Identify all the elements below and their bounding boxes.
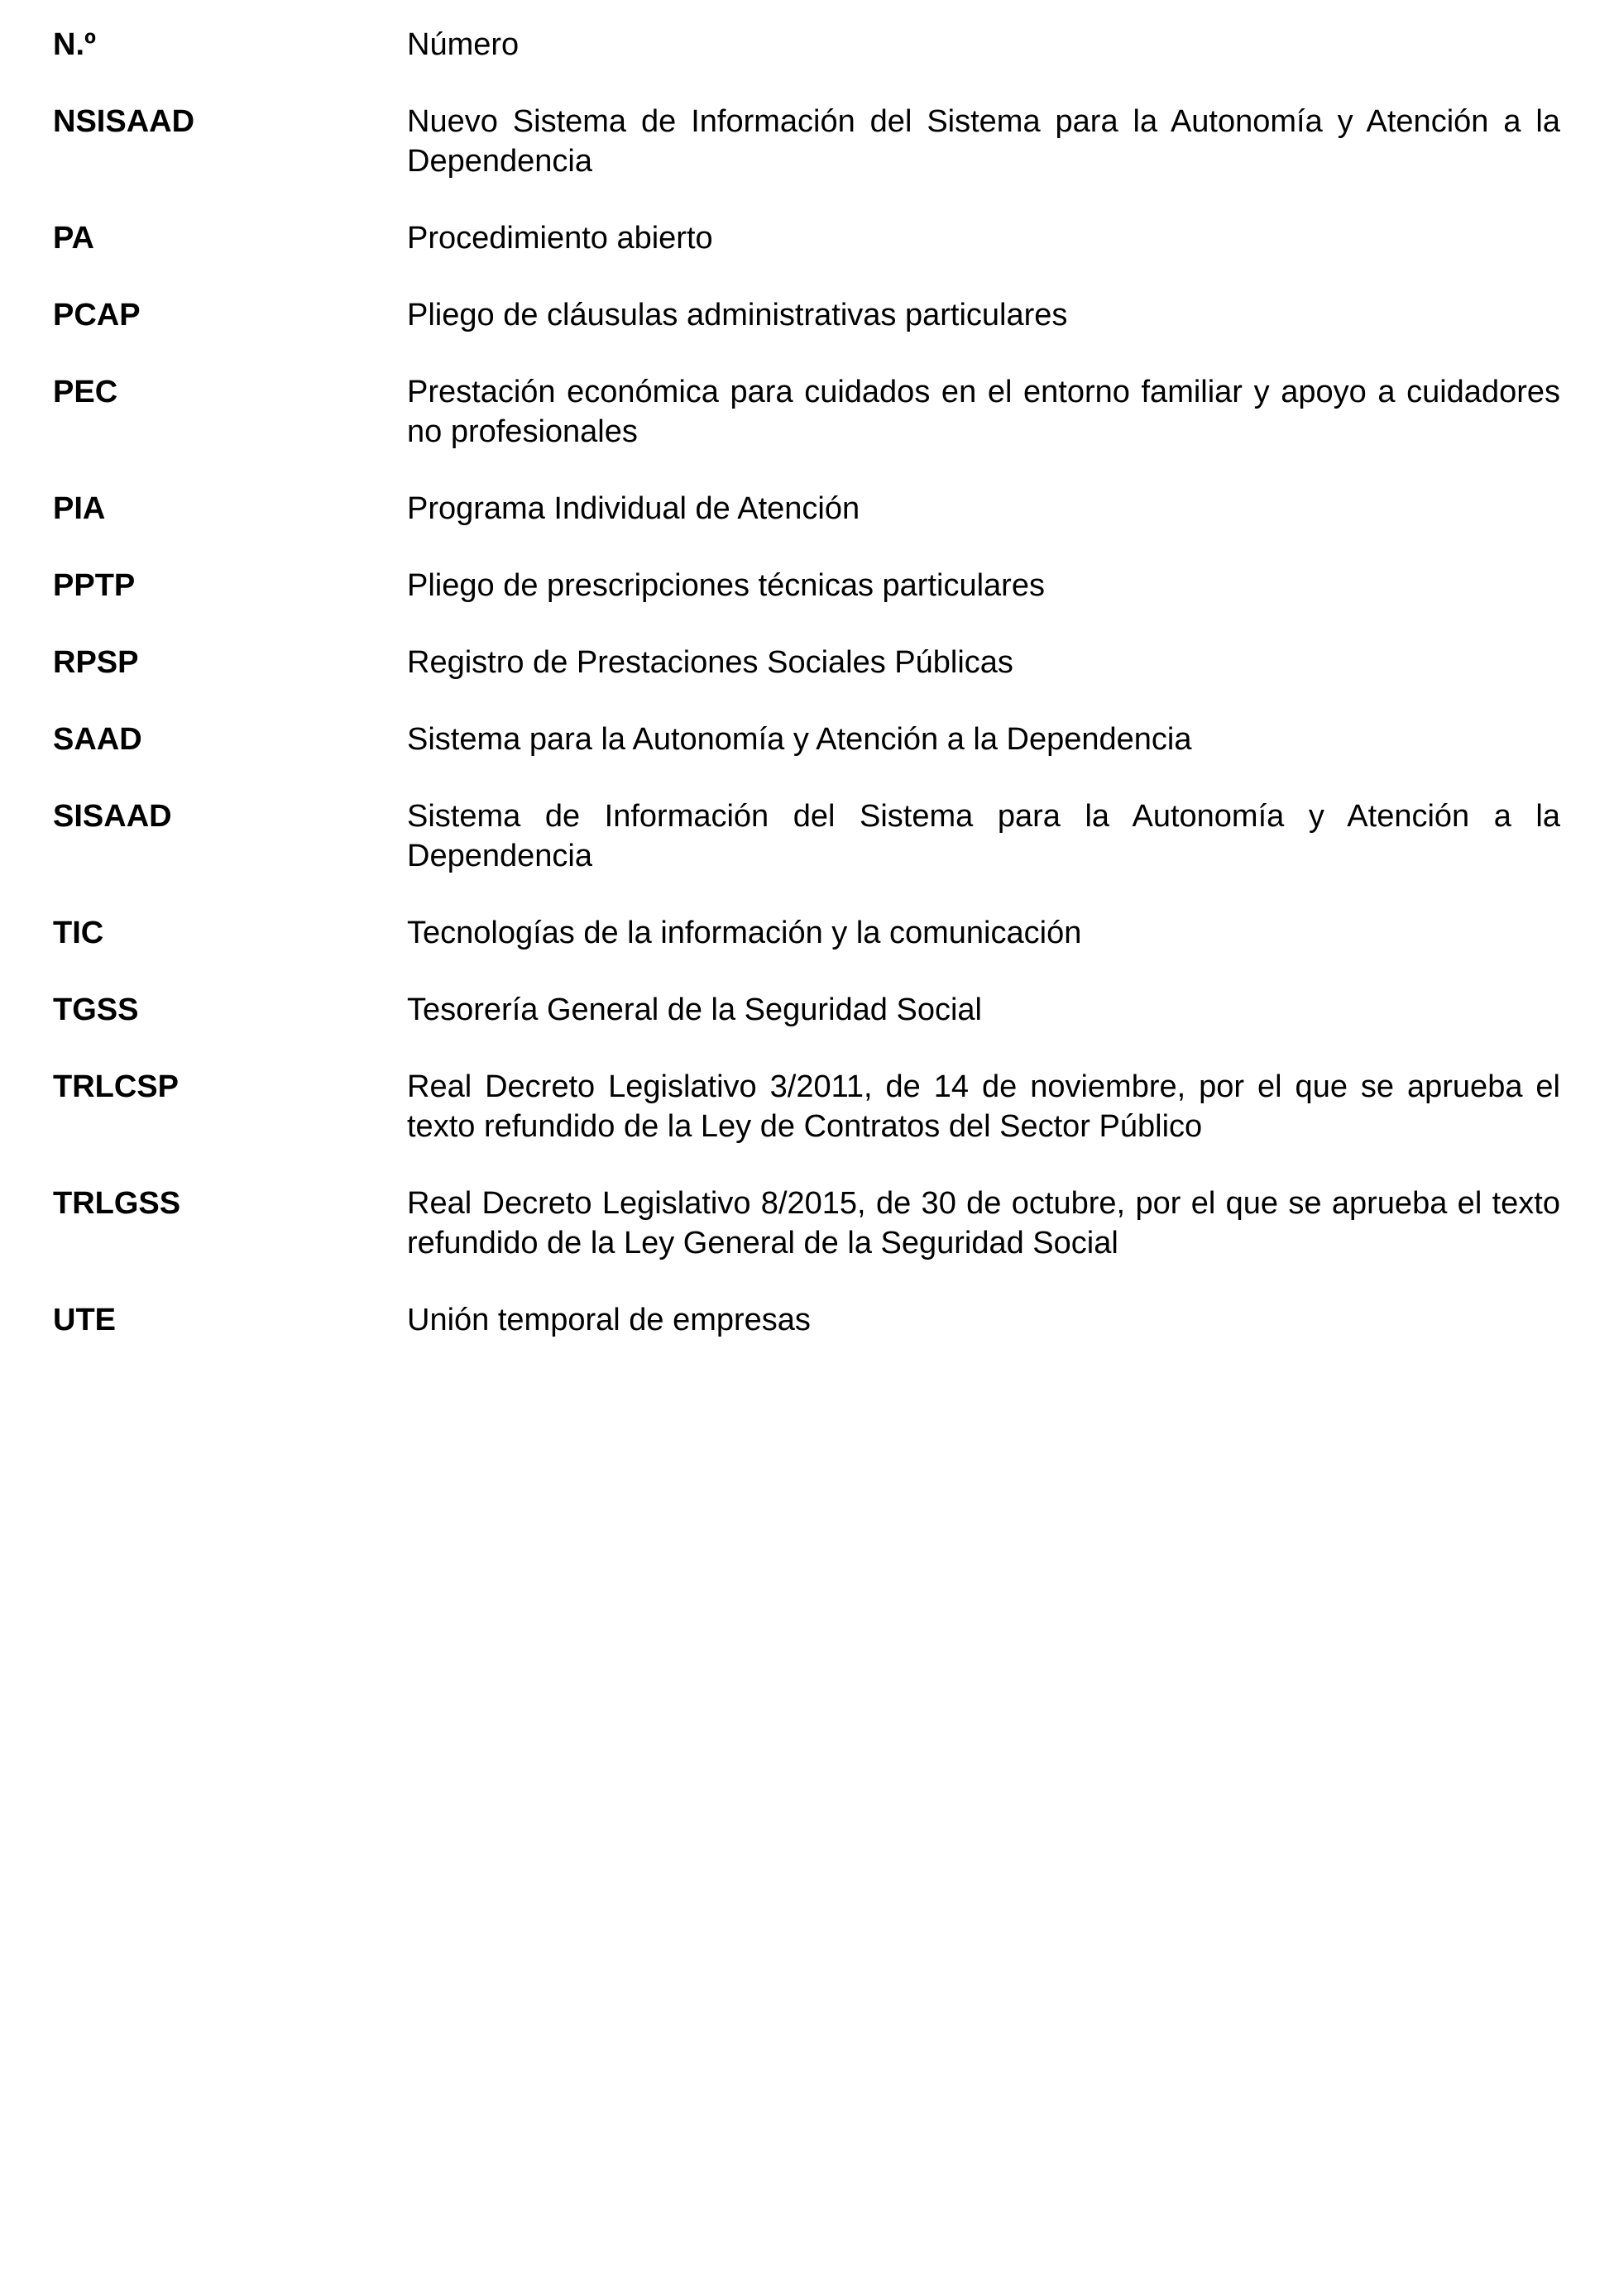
- abbreviation: TIC: [53, 916, 104, 950]
- definition: Tesorería General de la Seguridad Social: [407, 993, 982, 1027]
- definition: Registro de Prestaciones Sociales Públicas: [407, 645, 1013, 680]
- abbreviation: SAAD: [53, 722, 142, 757]
- definition: Real Decreto Legislativo 3/2011, de 14 de noviembre, por el que se aprueba el texto refundido de la Ley de Contratos del Sector Público: [407, 1069, 1560, 1144]
- definition: Pliego de cláusulas administrativas particulares: [407, 298, 1068, 332]
- abbreviation: PIA: [53, 491, 106, 526]
- definition: Tecnologías de la información y la comunicación: [407, 916, 1082, 950]
- definition: Número: [407, 27, 520, 62]
- glossary-entry: [53, 990, 1560, 1030]
- definition: Sistema de Información del Sistema para la Autonomía y Atención a la Dependencia: [407, 799, 1560, 873]
- abbreviation: PEC: [53, 375, 118, 409]
- abbreviation: PPTP: [53, 568, 136, 603]
- glossary-entry: [53, 913, 1560, 953]
- glossary-entry: [53, 372, 1560, 452]
- glossary-entry: [53, 25, 1560, 65]
- definition: Unión temporal de empresas: [407, 1303, 811, 1337]
- abbreviation: TRLCSP: [53, 1069, 179, 1104]
- definition: Real Decreto Legislativo 8/2015, de 30 de octubre, por el que se aprueba el texto refundido de la Ley General de la Seguridad Social: [407, 1186, 1560, 1260]
- glossary-entry: [53, 566, 1560, 605]
- abbreviation: SISAAD: [53, 799, 172, 834]
- glossary-entry: [53, 720, 1560, 759]
- abbreviation: PA: [53, 221, 94, 256]
- definition: Programa Individual de Atención: [407, 491, 860, 526]
- definition: Nuevo Sistema de Información del Sistema para la Autonomía y Atención a la Dependencia: [407, 104, 1560, 179]
- definition: Sistema para la Autonomía y Atención a la Dependencia: [407, 722, 1192, 757]
- glossary-entry: [53, 1184, 1560, 1263]
- glossary-entry: [53, 796, 1560, 876]
- abbreviation: NSISAAD: [53, 104, 195, 139]
- definition: Pliego de prescripciones técnicas particulares: [407, 568, 1045, 603]
- abbreviation: TRLGSS: [53, 1186, 181, 1221]
- glossary-entry: [53, 643, 1560, 682]
- glossary-entry: [53, 218, 1560, 258]
- abbreviation: UTE: [53, 1303, 116, 1337]
- abbreviation: TGSS: [53, 993, 139, 1027]
- abbreviations-list: [53, 25, 1560, 1377]
- definition: Prestación económica para cuidados en el entorno familiar y apoyo a cuidadores no profesionales: [407, 375, 1560, 449]
- glossary-entry: [53, 489, 1560, 529]
- glossary-entry: [53, 1300, 1560, 1340]
- glossary-entry: [53, 295, 1560, 335]
- glossary-entry: [53, 102, 1560, 181]
- abbreviation: RPSP: [53, 645, 139, 680]
- definition: Procedimiento abierto: [407, 221, 713, 256]
- abbreviation: N.º: [53, 27, 96, 62]
- abbreviation: PCAP: [53, 298, 141, 332]
- glossary-entry: [53, 1067, 1560, 1146]
